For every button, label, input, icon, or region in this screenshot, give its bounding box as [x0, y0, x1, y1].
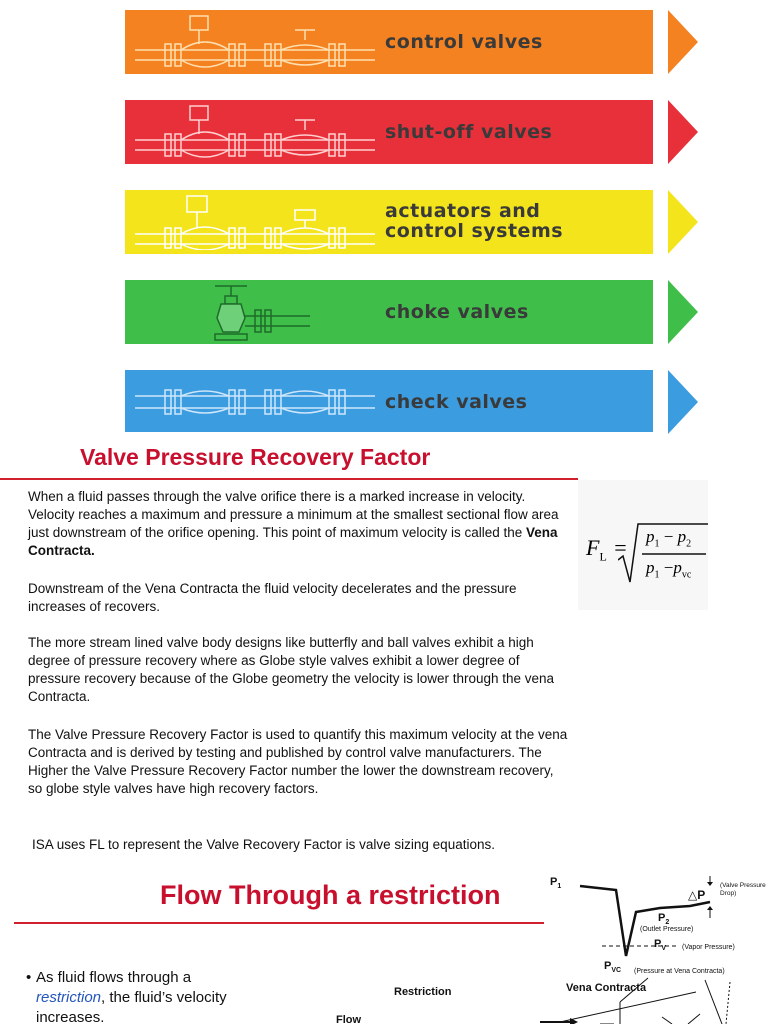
- paragraph-2: Downstream of the Vena Contracta the fluid velocity decelerates and the pressure increases of recovers.: [28, 581, 517, 614]
- delta-p-note: (Valve Pressure Drop): [720, 882, 766, 897]
- band-label: control valves: [385, 31, 543, 53]
- arrow-right-icon: [668, 100, 698, 164]
- pvc-note: (Pressure at Vena Contracta): [634, 968, 725, 975]
- band-label: choke valves: [385, 301, 529, 323]
- valve-pipeline-icon: [135, 194, 375, 250]
- title-underline: [14, 922, 544, 924]
- pvc-label: $P_{VC}$: [604, 960, 622, 975]
- pv-note: (Vapor Pressure): [682, 944, 735, 951]
- paragraph-5: ISA uses FL to represent the Valve Recovery Factor is valve sizing equations.: [32, 837, 495, 852]
- arrow-right-icon: [668, 10, 698, 74]
- paragraph-3: The more stream lined valve body designs like butterfly and ball valves exhibit a high degree of pressure recovery where as Globe style valves exhibit a lower degree of pressure recovery because of the Globe geometry the velocity is lower through the vena Contracta.: [28, 635, 555, 704]
- arrow-right-icon: [668, 280, 698, 344]
- fl-formula: [578, 480, 708, 610]
- bullet-dot-icon: •: [26, 969, 32, 986]
- vena-contracta-label: Vena Contracta: [566, 982, 647, 994]
- formula-lhs: $F_L$ =: [586, 535, 627, 564]
- band-label-line2: control systems: [385, 220, 564, 242]
- flow-label: Flow: [336, 1014, 362, 1026]
- p2-label: $P_2$: [658, 912, 670, 927]
- valve-pipeline-icon: [135, 14, 375, 70]
- p2-note: (Outlet Pressure): [640, 926, 694, 933]
- section-title-recovery-factor: Valve Pressure Recovery Factor: [80, 444, 431, 470]
- restriction-term: restriction: [36, 989, 102, 1006]
- band-label-line1: actuators and: [385, 200, 541, 222]
- paragraph-1: [28, 488, 568, 560]
- arrow-right-icon: [668, 370, 698, 434]
- band-label: shut-off valves: [385, 121, 553, 143]
- paragraph-1-text: When a fluid passes through the valve orifice there is a marked increase in velocity. Velocity reaches a maximum and pressure a minimum at the smallest sectional flow area just downstream of the orifice opening. This point of maximum velocity is called the: [28, 489, 559, 540]
- restriction-label: Restriction: [394, 986, 452, 998]
- section-title-flow-restriction: Flow Through a restriction: [160, 880, 501, 910]
- valve-pipeline-icon: [135, 104, 375, 160]
- valve-pipeline-icon: [135, 376, 375, 426]
- bullet-item: • As fluid flows through a restriction, the fluid’s velocity increases.: [26, 969, 227, 1026]
- delta-p-label: △P: [688, 888, 706, 902]
- p1-label: $P_1$: [550, 876, 562, 891]
- pv-label: $P_V$: [654, 938, 667, 953]
- arrow-right-icon: [668, 190, 698, 254]
- title-underline: [0, 478, 578, 480]
- formula-denominator: $p_1 -p_{vc}$: [646, 558, 692, 581]
- formula-numerator: $p_1 - p_2$: [646, 527, 692, 550]
- choke-valve-icon: [135, 282, 375, 342]
- paragraph-4: The Valve Pressure Recovery Factor is used to quantify this maximum velocity at the vena Contracta and is derived by testing and published by control valve manufacturers. The Higher the Valve Pressure Recovery Factor number the lower the downstream recovery, so globe style valves have high recovery factors.: [28, 727, 568, 796]
- vena-contracta-term: Vena Contracta.: [28, 525, 558, 558]
- band-label: check valves: [385, 391, 528, 413]
